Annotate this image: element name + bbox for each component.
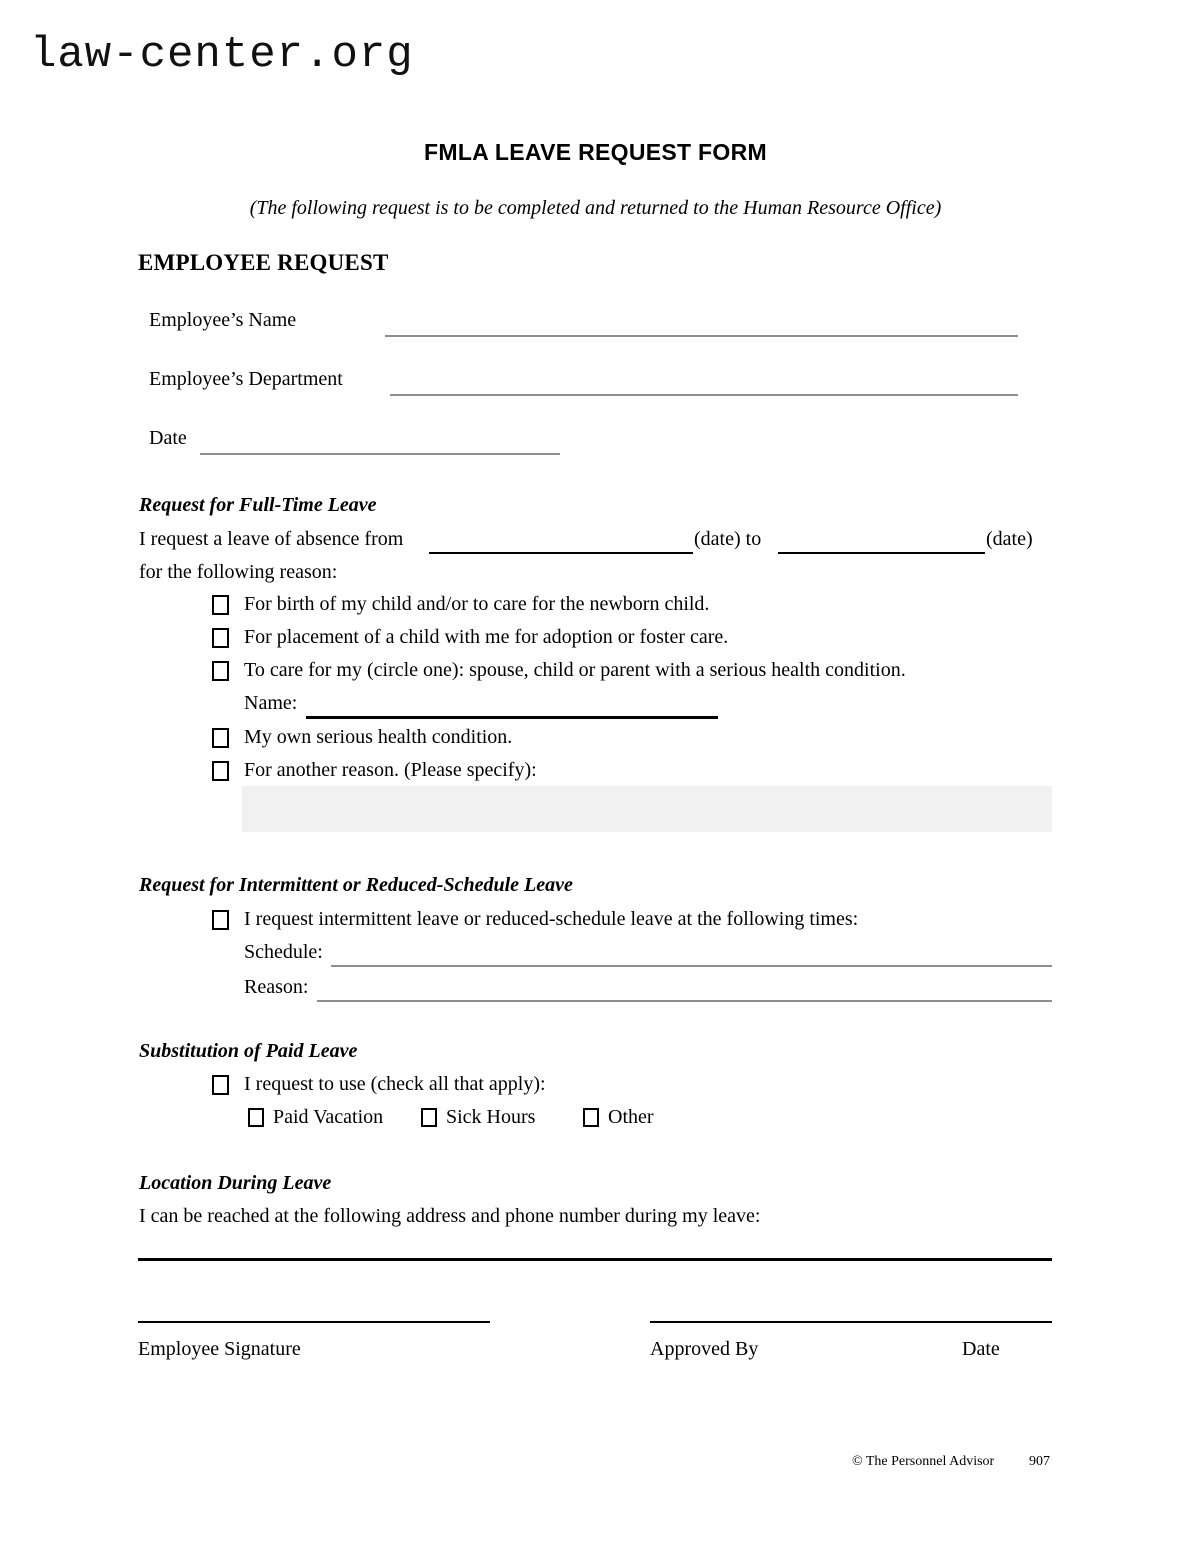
- leave-to-date-input[interactable]: [778, 552, 985, 554]
- care-recipient-name-label: Name:: [244, 692, 298, 714]
- employee-date-label: Date: [149, 427, 187, 449]
- intermittent-schedule-label: Schedule:: [244, 941, 323, 963]
- checkbox-other-paid-leave[interactable]: [583, 1108, 599, 1127]
- section-heading-employee-request: EMPLOYEE REQUEST: [138, 250, 389, 275]
- employee-name-label: Employee’s Name: [149, 309, 297, 331]
- intermittent-schedule-input[interactable]: [331, 965, 1052, 967]
- employee-department-label: Employee’s Department: [149, 368, 343, 390]
- label-reason-care-family: To care for my (circle one): spouse, child or parent with a serious health condition.: [244, 659, 906, 681]
- full-time-leave-intro-prefix: I request a leave of absence from: [139, 528, 404, 550]
- checkbox-reason-own-health[interactable]: [212, 728, 229, 748]
- checkbox-intermittent-leave[interactable]: [212, 910, 229, 930]
- leave-from-date-input[interactable]: [429, 552, 693, 554]
- label-paid-vacation: Paid Vacation: [273, 1106, 384, 1128]
- location-instruction-text: I can be reached at the following address and phone number during my leave:: [139, 1205, 761, 1227]
- label-reason-own-health: My own serious health condition.: [244, 726, 513, 748]
- footer-copyright: © The Personnel Advisor: [852, 1454, 995, 1469]
- section-heading-full-time-leave: Request for Full-Time Leave: [139, 494, 377, 516]
- section-heading-location: Location During Leave: [139, 1172, 332, 1194]
- site-brand: law-center.org: [30, 30, 414, 80]
- label-reason-other: For another reason. (Please specify):: [244, 759, 537, 781]
- employee-signature-label: Employee Signature: [138, 1338, 301, 1360]
- intermittent-reason-label: Reason:: [244, 976, 309, 998]
- intermittent-reason-input[interactable]: [317, 1000, 1052, 1002]
- label-intermittent-leave: I request intermittent leave or reduced-schedule leave at the following times:: [244, 908, 859, 930]
- employee-signature-input[interactable]: [138, 1321, 490, 1323]
- full-time-leave-intro-suffix: for the following reason:: [139, 561, 338, 583]
- checkbox-substitution-request[interactable]: [212, 1075, 229, 1095]
- checkbox-reason-placement[interactable]: [212, 628, 229, 648]
- approved-by-label: Approved By: [650, 1338, 759, 1360]
- approved-by-input[interactable]: [650, 1321, 1052, 1323]
- employee-date-input[interactable]: [200, 453, 560, 455]
- leave-to-date-caption: (date): [986, 528, 1033, 550]
- leave-from-date-caption: (date) to: [694, 528, 762, 550]
- page-title: FMLA LEAVE REQUEST FORM: [424, 139, 767, 165]
- approval-date-label: Date: [962, 1338, 1000, 1360]
- employee-name-input[interactable]: [385, 335, 1018, 337]
- section-heading-intermittent-leave: Request for Intermittent or Reduced-Schedule Leave: [139, 874, 573, 896]
- checkbox-reason-care-family[interactable]: [212, 661, 229, 681]
- footer-page-number: 907: [1029, 1454, 1050, 1469]
- checkbox-paid-vacation[interactable]: [248, 1108, 264, 1127]
- checkbox-reason-birth[interactable]: [212, 595, 229, 615]
- label-sick-hours: Sick Hours: [446, 1106, 536, 1128]
- checkbox-reason-other[interactable]: [212, 761, 229, 781]
- section-heading-substitution: Substitution of Paid Leave: [139, 1040, 358, 1062]
- care-recipient-name-input[interactable]: [306, 716, 718, 719]
- label-reason-birth: For birth of my child and/or to care for the newborn child.: [244, 593, 710, 615]
- label-substitution-request: I request to use (check all that apply):: [244, 1073, 546, 1095]
- checkbox-sick-hours[interactable]: [421, 1108, 437, 1127]
- form-subtitle: (The following request is to be completed and returned to the Human Resource Office): [249, 197, 942, 219]
- location-address-input[interactable]: [138, 1258, 1052, 1261]
- label-other-paid-leave: Other: [608, 1106, 654, 1128]
- other-reason-specify-input[interactable]: [242, 786, 1052, 832]
- employee-department-input[interactable]: [390, 394, 1018, 396]
- label-reason-placement: For placement of a child with me for adoption or foster care.: [244, 626, 729, 648]
